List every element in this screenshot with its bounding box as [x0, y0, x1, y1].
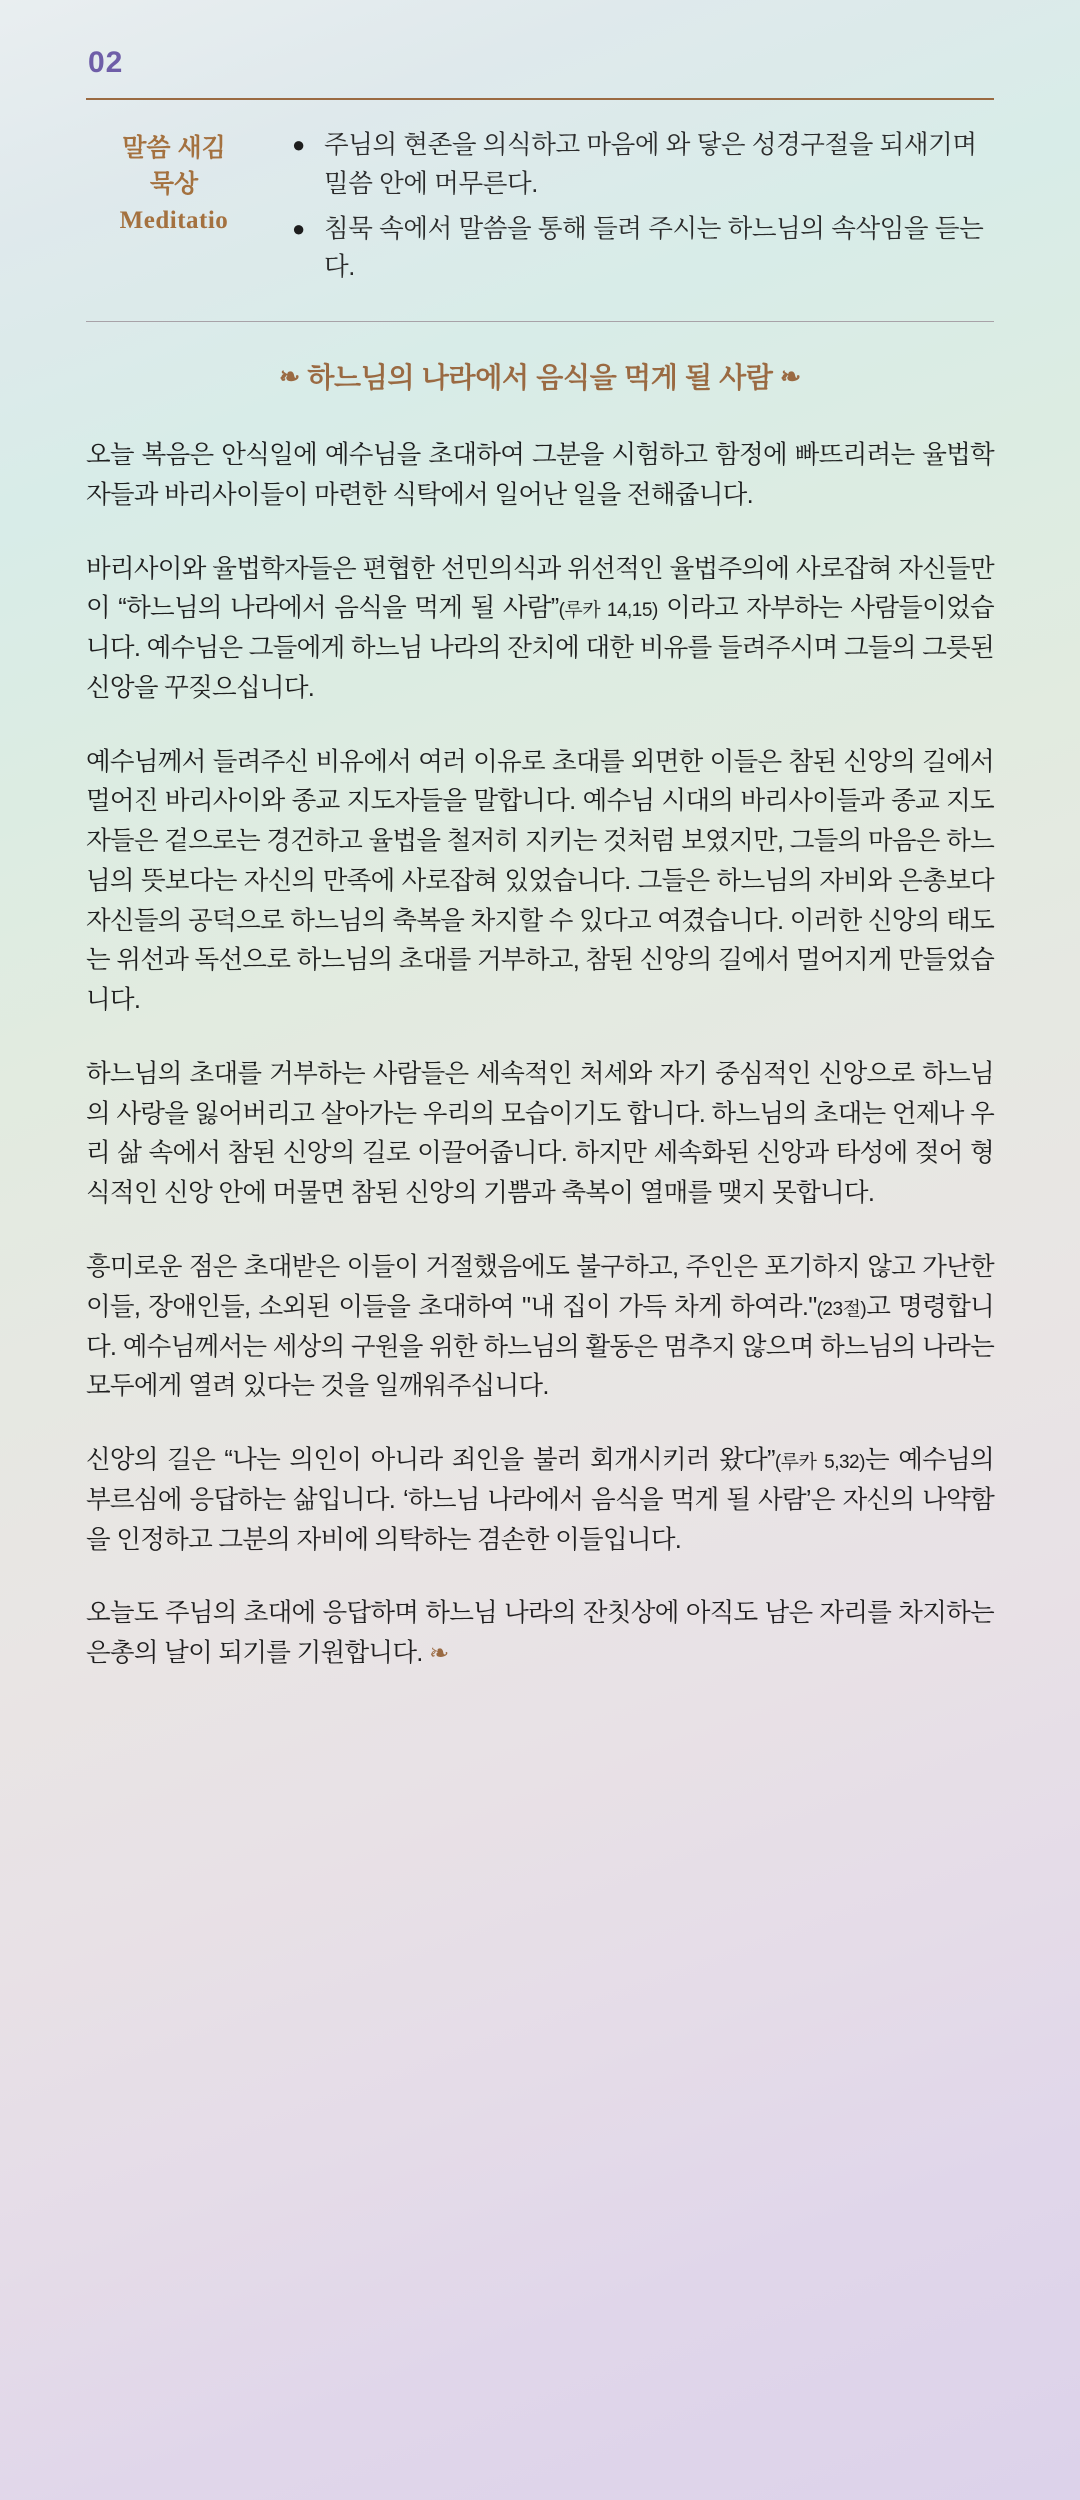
body-paragraph — [86, 1594, 994, 1674]
clover-icon-end: ❧ — [429, 1640, 449, 1668]
meditatio-label-kr2: 묵상 — [149, 170, 199, 199]
body-paragraph — [86, 743, 994, 1021]
page-number: 02 — [88, 46, 124, 79]
meditatio-block — [52, 100, 1028, 287]
clover-icon-left: ❧ — [279, 363, 300, 391]
paragraph-text: 신앙의 길은 “나는 의인이 아니라 죄인을 불러 회개시키러 왔다” — [86, 1446, 775, 1475]
list-item — [292, 126, 994, 204]
section-title — [52, 322, 1028, 396]
body-paragraph — [86, 1441, 994, 1560]
paragraph-text: 바리사이와 율법학자들은 편협한 선민의식과 위선적인 율법주의에 사로잡혀 자신들만이 “하느님의 나라에서 음식을 먹게 될 사람” — [86, 554, 994, 623]
list-item-text: 주님의 현존을 의식하고 마음에 와 닿은 성경구절을 되새기며 밀씀 안에 머무른다. — [324, 131, 977, 198]
paragraph-text: 고 명령합니다. 예수님께서는 세상의 구원을 위한 하느님의 활동은 멈추지 않으며 하느님의 나라는 모두에게 열려 있다는 것을 일깨워주십니다. — [86, 1292, 994, 1401]
scripture-reference: (23절) — [816, 1298, 867, 1320]
scripture-reference: (루카 5,32) — [774, 1452, 865, 1474]
section-title-text: 하느님의 나라에서 음식을 먹게 될 사람 — [307, 362, 773, 393]
paragraph-text: 오늘도 주님의 초대에 응답하며 하느님 나라의 잔칫상에 아직도 남은 자리를 차지하는 은총의 날이 되기를 기원합니다. — [86, 1599, 994, 1668]
paragraph-text: 하느님의 초대를 거부하는 사람들은 세속적인 처세와 자기 중심적인 신앙으로 하느님의 사랑을 잃어버리고 살아가는 우리의 모습이기도 합니다. 하느님의 초대는 언제나 우리 삶 속에서 참된 신앙의 길로 이끌어줍니다. 하지만 세속화된 신앙과 타성에 젖어 형식적인 신앙 안에 머물면 참된 신앙의 기쁨과 축복이 열매를 맺지 못합니다. — [86, 1059, 994, 1208]
body-paragraph — [86, 1248, 994, 1407]
meditatio-label-latin: Meditatio — [119, 206, 229, 234]
bullet-icon: ● — [292, 215, 305, 241]
clover-icon-right: ❧ — [780, 363, 801, 391]
body-text — [52, 396, 1028, 1674]
paragraph-text: 오늘 복음은 안식일에 예수님을 초대하여 그분을 시험하고 함정에 빠뜨리려는 율법학자들과 바리사이들이 마련한 식탁에서 일어난 일을 전해줍니다. — [86, 441, 994, 509]
meditatio-label — [86, 126, 262, 239]
meditatio-list — [262, 126, 994, 287]
paragraph-text: 흥미로운 점은 초대받은 이들이 거절했음에도 불구하고, 주인은 포기하지 않고 가난한 이들, 장애인들, 소외된 이들을 초대하여 "내 집이 가득 차게 하여라." — [86, 1253, 994, 1321]
paragraph-text: 는 예수님의 부르심에 응답하는 삶입니다. ‘하느님 나라에서 음식을 먹게 될 사람’은 자신의 나약함을 인정하고 그분의 자비에 의탁하는 겸손한 이들입니다. — [86, 1446, 994, 1554]
paragraph-text: 이라고 자부하는 사람들이었습니다. 예수님은 그들에게 하느님 나라의 잔치에 대한 비유를 들려주시며 그들의 그릇된 신앙을 꾸짖으십니다. — [86, 594, 994, 702]
paragraph-text: 예수님께서 들려주신 비유에서 여러 이유로 초대를 외면한 이들은 참된 신앙의 길에서 멀어진 바리사이와 종교 지도자들을 말합니다. 예수님 시대의 바리사이들과 종교 지도자들은 겉으로는 경건하고 율법을 철저히 지키는 것처럼 보였지만, 그들의 마음은 하느님의 뜻보다는 자신의 만족에 사로잡혀 있었습니다. 그들은 하느님의 자비와 은총보다 자신들의 공덕으로 하느님의 축복을 차지할 수 있다고 여겼습니다. 이러한 신앙의 태도는 위선과 독선으로 하느님의 초대를 거부하고, 참된 신앙의 길에서 멀어지게 만들었습니다. — [86, 747, 994, 1015]
bullet-icon: ● — [292, 132, 305, 157]
body-paragraph — [86, 436, 994, 516]
list-item — [292, 210, 994, 288]
meditatio-label-kr1: 말씀 새김 — [122, 134, 226, 162]
list-item-text: 침묵 속에서 말씀을 통해 들려 주시는 하느님의 속삭임을 듣는다. — [324, 214, 984, 282]
body-paragraph — [86, 550, 994, 709]
body-paragraph — [86, 1055, 994, 1214]
scripture-reference: (루카 14,15) — [558, 600, 658, 622]
